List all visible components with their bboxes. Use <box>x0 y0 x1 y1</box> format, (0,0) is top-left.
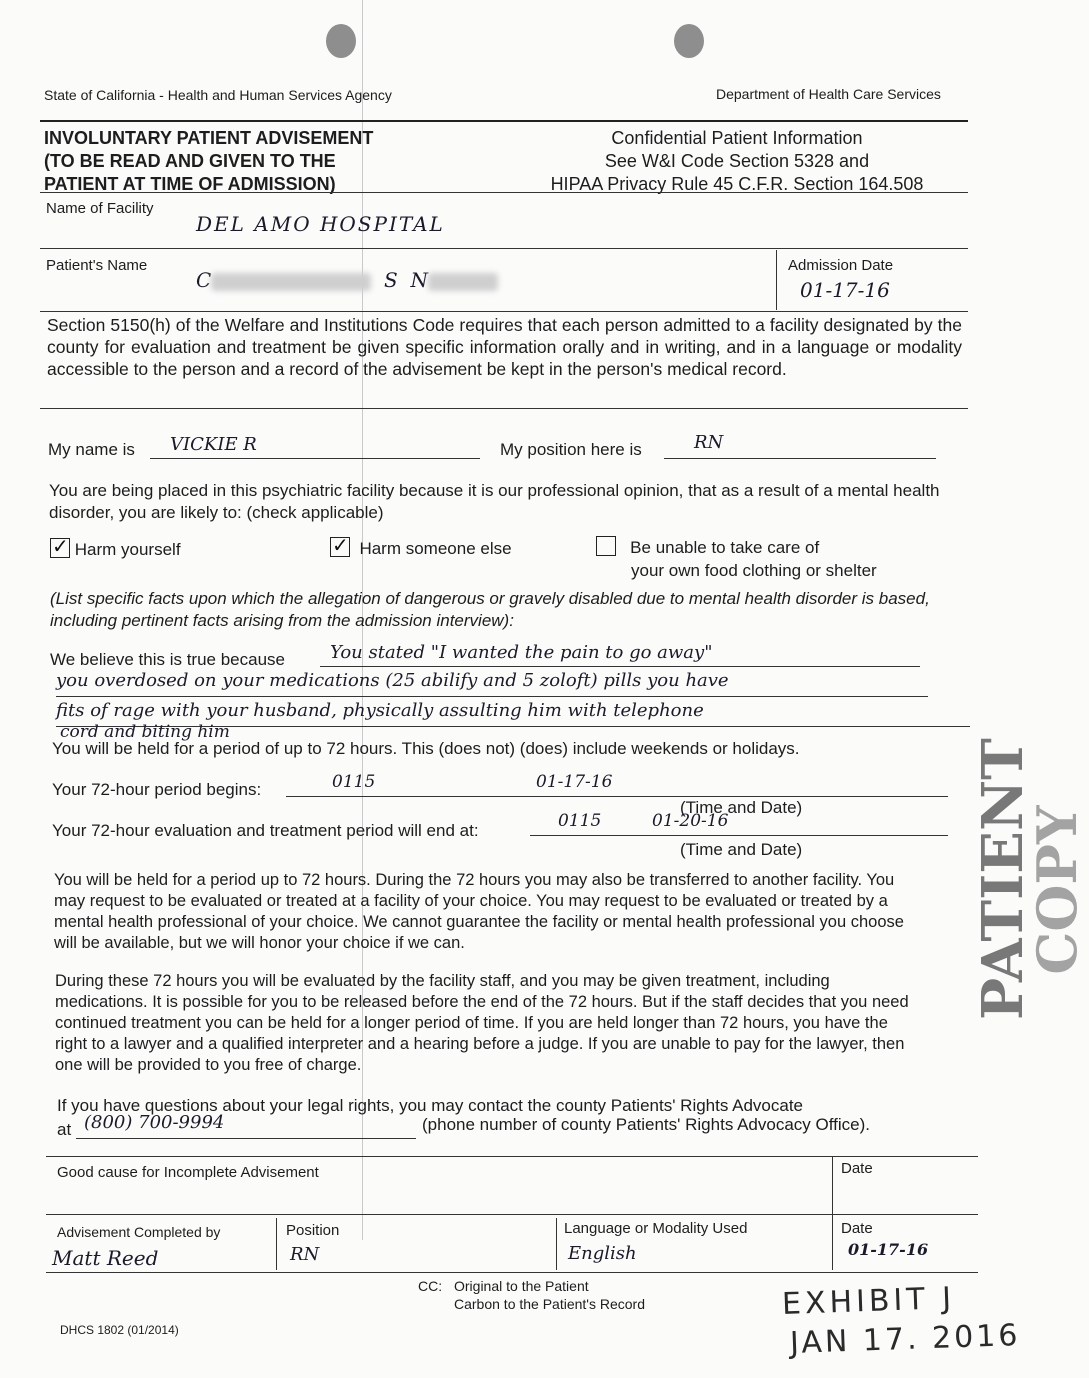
position-value[interactable]: RN <box>290 1244 320 1265</box>
incomplete-top-rule <box>46 1156 978 1157</box>
staff-name-label: My name is <box>48 440 135 459</box>
option-gravely-disabled-label: Be unable to take care of <box>630 538 820 557</box>
ends-time: 0115 <box>558 811 602 831</box>
exhibit-label: EXHIBIT J <box>781 1280 956 1323</box>
header-rule <box>40 120 968 122</box>
facility-value[interactable]: DEL AMO HOSPITAL <box>196 212 445 236</box>
confidential-notice <box>530 127 944 196</box>
patient-middle-initial: S <box>384 268 398 292</box>
option-gravely-disabled-label-2: your own food clothing or shelter <box>631 561 877 580</box>
redaction-last <box>428 273 498 291</box>
title-line-1: INVOLUNTARY PATIENT ADVISEMENT <box>44 128 374 148</box>
checkbox-harm-others[interactable] <box>330 537 350 557</box>
option-harm-others[interactable] <box>330 537 512 559</box>
facts-line-1-text: You stated "I wanted the pain to go away" <box>330 642 713 663</box>
staff-position-label: My position here is <box>500 440 642 459</box>
facility-rule <box>40 248 968 249</box>
hold-text: You will be held for a period of up to 72 hours. This (does not) (does) include weekends or holidays. <box>52 739 800 758</box>
advocate-at: at <box>57 1120 72 1139</box>
staff-position-value: RN <box>694 432 724 453</box>
position-label: Position <box>286 1222 340 1239</box>
advocate-text: If you have questions about your legal rights, you may contact the county Patients' Rights Advocate <box>57 1096 804 1115</box>
stamp-patient: PATIENT <box>970 738 1036 1020</box>
admission-divider <box>776 250 777 310</box>
facts-line-1[interactable] <box>320 642 920 667</box>
language-value[interactable]: English <box>568 1243 637 1264</box>
title-line-3: PATIENT AT TIME OF ADMISSION) <box>44 174 336 194</box>
form-id: DHCS 1802 (01/2014) <box>60 1323 179 1337</box>
placement-text: You are being placed in this psychiatric facility because it is our professional opinion, that as a result of a mental health disorder, you are likely to: (check applicable) <box>49 481 940 522</box>
patient-name-label: Patient's Name <box>46 257 148 274</box>
cc-label: CC: <box>418 1278 443 1294</box>
intro-paragraph: Section 5150(h) of the Welfare and Institutions Code requires that each person admitted to a facility designated by the county for evaluation and treatment be given specific information orally and in writing, and in a language or modality accessible to the person and a record of the advisement be kept in the person's medical record. <box>47 315 962 379</box>
facts-instruction: (List specific facts upon which the allegation of dangerous or gravely disabled due to mental health disorder is based, including pertinent facts arising from the admission interview): <box>50 589 930 630</box>
cc-line-1: Original to the Patient <box>454 1278 589 1294</box>
confidential-line-3: HIPAA Privacy Rule 45 C.F.R. Section 164.508 <box>550 174 924 194</box>
cc-line-2: Carbon to the Patient's Record <box>454 1296 646 1312</box>
incomplete-label: Good cause for Incomplete Advisement <box>57 1164 319 1181</box>
title-line-2: (TO BE READ AND GIVEN TO THE <box>44 151 336 171</box>
advocate-phone: (800) 700-9994 <box>84 1112 225 1133</box>
begins-date: 01-17-16 <box>536 772 613 792</box>
staff-name-field[interactable] <box>150 436 480 459</box>
facts-line-2[interactable] <box>56 670 928 697</box>
patient-first-initial: C <box>196 268 212 292</box>
rights-paragraph-2: During these 72 hours you will be evaluated by the facility staff, and you may be given treatment, including medications. It is possible for you to be released before the end of the 72 hours. But if the staff decides that you need continued treatment you can be held for a longer period of time. If you are held longer than 72 hours, you have the right to a lawyer and a qualified interpreter and a hearing before a judge. If you are unable to pay for the lawyer, then one will be provided to you free of charge. <box>55 972 909 1074</box>
form-title <box>44 127 373 196</box>
patient-name-value[interactable] <box>196 268 498 292</box>
checkbox-harm-yourself[interactable] <box>50 538 70 558</box>
punch-hole-left <box>326 24 356 58</box>
facts-line-2-text: you overdosed on your medications (25 abilify and 5 zoloft) pills you have <box>56 670 729 691</box>
begins-label: Your 72-hour period begins: <box>52 780 262 799</box>
checkbox-gravely-disabled[interactable] <box>596 536 616 556</box>
intro-rule <box>40 408 968 409</box>
admission-date-label: Admission Date <box>788 257 894 274</box>
begins-field[interactable] <box>286 772 948 797</box>
punch-hole-right <box>674 24 704 58</box>
completion-date-label: Date <box>841 1220 873 1237</box>
ends-label: Your 72-hour evaluation and treatment period will end at: <box>52 821 479 840</box>
rights-paragraph-1: You will be held for a period up to 72 hours. During the 72 hours you may also be transferred to another facility. You may request to be evaluated or treated at a facility of your choice. You may request to be evaluated or treated by a mental health professional of your choice. We cannot guarantee the facility or mental health professional you choose will be available, but we will honor your choice if we can. <box>54 871 904 952</box>
incomplete-divider <box>832 1156 833 1270</box>
completion-divider-2 <box>556 1218 557 1270</box>
redaction-first <box>211 273 371 291</box>
confidential-line-2: See W&I Code Section 5328 and <box>604 151 870 171</box>
ends-field[interactable] <box>530 811 948 836</box>
agency-name: State of California - Health and Human Services Agency <box>44 87 392 103</box>
patient-rule <box>40 311 968 312</box>
facility-label: Name of Facility <box>46 200 154 217</box>
advocate-phone-caption: (phone number of county Patients' Rights Advocacy Office). <box>422 1115 871 1134</box>
completion-date-value[interactable]: 01-17-16 <box>848 1240 929 1259</box>
stamp-copy: COPY <box>1025 805 1089 975</box>
option-harm-yourself-label: Harm yourself <box>74 540 181 559</box>
begins-time: 0115 <box>332 772 376 792</box>
admission-date-value[interactable]: 01-17-16 <box>800 278 890 302</box>
option-gravely-disabled[interactable] <box>596 536 877 582</box>
title-rule <box>40 192 968 193</box>
facts-label: We believe this is true because <box>50 650 285 669</box>
confidential-line-1: Confidential Patient Information <box>611 128 863 148</box>
begins-caption: (Time and Date) <box>680 798 803 817</box>
ends-date: 01-20-16 <box>652 811 729 831</box>
facts-line-3-text: fits of rage with your husband, physically assulting him with telephone <box>56 700 704 721</box>
language-label: Language or Modality Used <box>564 1220 748 1237</box>
completion-bottom-rule <box>46 1272 978 1273</box>
exhibit-date: JAN 17. 2016 <box>789 1317 1021 1362</box>
patient-last-initial: N <box>410 268 428 292</box>
staff-name-value: VICKIE R <box>170 434 257 455</box>
completed-by-label: Advisement Completed by <box>57 1224 221 1240</box>
completion-top-rule <box>46 1214 978 1215</box>
completion-divider-1 <box>276 1218 277 1270</box>
completed-by-signature[interactable]: Matt Reed <box>52 1246 159 1270</box>
department-name: Department of Health Care Services <box>716 86 941 102</box>
incomplete-date-label: Date <box>841 1160 873 1177</box>
option-harm-yourself[interactable] <box>50 538 181 560</box>
option-harm-others-label: Harm someone else <box>359 539 512 558</box>
staff-position-field[interactable] <box>664 432 936 459</box>
advocate-phone-field[interactable] <box>76 1112 416 1139</box>
facts-line-4[interactable]: cord and biting him <box>60 722 230 742</box>
ends-caption: (Time and Date) <box>680 840 803 859</box>
